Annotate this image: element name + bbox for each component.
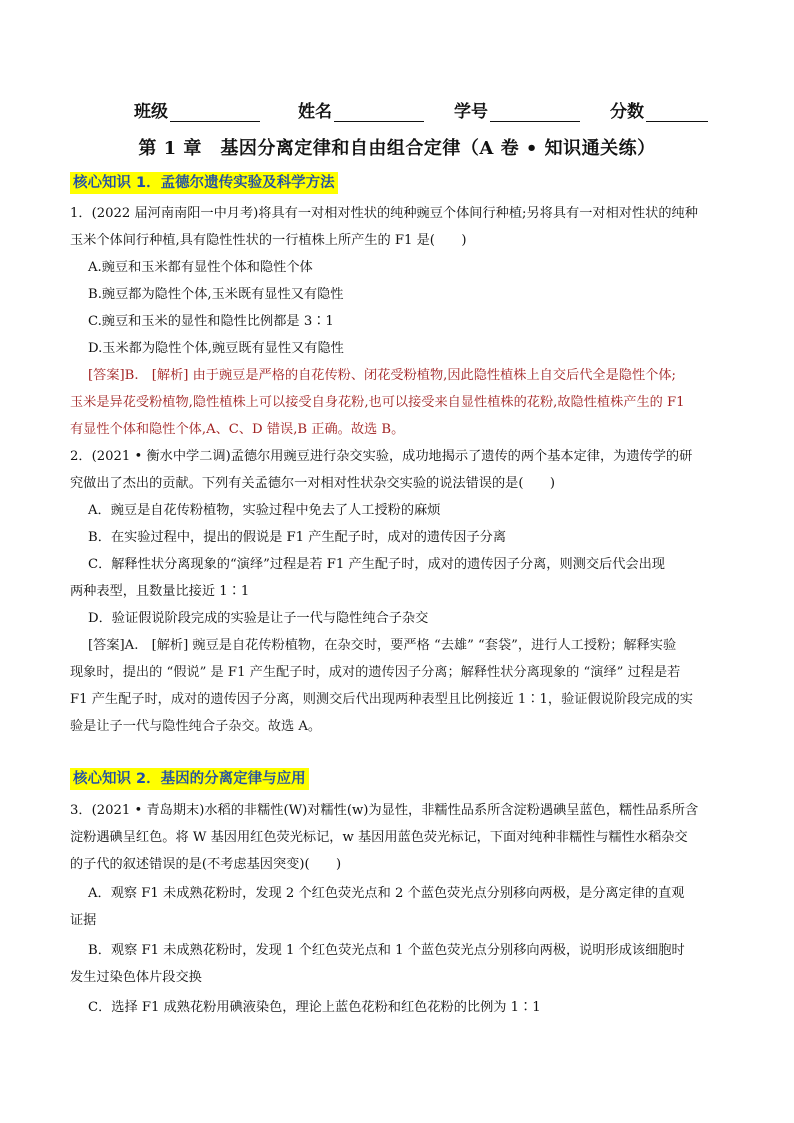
- name-label: 姓名: [298, 102, 332, 122]
- student-info-row: [134, 97, 734, 122]
- class-blank-line[interactable]: [170, 103, 260, 122]
- question-2-line-2: 究做出了杰出的贡献。下列有关孟德尔一对相对性状杂交实验的说法错误的是( ): [70, 476, 556, 491]
- id-field[interactable]: [454, 97, 580, 122]
- name-field[interactable]: [298, 97, 424, 122]
- class-label: 班级: [134, 102, 168, 122]
- section-heading-1: 核心知识 1．孟德尔遗传实验及科学方法: [70, 172, 338, 194]
- question-2-option-d: D．验证假说阶段完成的实验是让子一代与隐性纯合子杂交: [88, 611, 429, 626]
- score-field[interactable]: [610, 97, 708, 122]
- question-3-option-a: A．观察 F1 未成熟花粉时，发现 2 个红色荧光点和 2 个蓝色荧光点分别移向两极，是分离定律的直观: [88, 886, 685, 901]
- question-2-answer-line-4: 验是让子一代与隐性纯合子杂交。故选 A。: [70, 719, 322, 734]
- question-1-answer-line-3: 有显性个体和隐性个体,A、C、D 错误,B 正确。故选 B。: [70, 422, 405, 437]
- section-heading-2: 核心知识 2．基因的分离定律与应用: [70, 768, 309, 790]
- question-3-line-1: 3．(2021 • 青岛期末)水稻的非糯性(W)对糯性(w)为显性，非糯性品系所含淀粉遇碘呈蓝色，糯性品系所含: [70, 803, 699, 818]
- question-2-answer-line-1: [答案]A. [解析] 豌豆是自花传粉植物，在杂交时，要严格 “去雄” “套袋”，进行人工授粉；解释实验: [88, 638, 677, 653]
- id-label: 学号: [454, 102, 488, 122]
- question-1-line-2: 玉米个体间行种植,具有隐性性状的一行植株上所产生的 F1 是( ): [70, 233, 467, 248]
- question-2-option-a: A．豌豆是自花传粉植物，实验过程中免去了人工授粉的麻烦: [88, 503, 441, 518]
- question-1-line-1: 1．(2022 届河南南阳一中月考)将具有一对相对性状的纯种豌豆个体间行种植;另将具有一对相对性状的纯种: [70, 206, 698, 221]
- question-3-line-2: 淀粉遇碘呈红色。将 W 基因用红色荧光标记，w 基因用蓝色荧光标记，下面对纯种非糯性与糯性水稻杂交: [70, 830, 688, 845]
- question-1-answer-line-1: [答案]B. [解析] 由于豌豆是严格的自花传粉、闭花受粉植物,因此隐性植株上自交后代全是隐性个体;: [88, 368, 676, 383]
- question-1-option-a: A.豌豆和玉米都有显性个体和隐性个体: [88, 260, 313, 275]
- question-3-option-b-continued: 发生过染色体片段交换: [70, 970, 202, 985]
- question-2-option-b: B．在实验过程中，提出的假说是 F1 产生配子时，成对的遗传因子分离: [88, 530, 507, 545]
- question-2-option-c-continued: 两种表型，且数量比接近 1∶1: [70, 584, 250, 599]
- question-3-option-b: B．观察 F1 未成熟花粉时，发现 1 个红色荧光点和 1 个蓝色荧光点分别移向两极，说明形成该细胞时: [88, 943, 685, 958]
- question-1-option-c: C.豌豆和玉米的显性和隐性比例都是 3∶1: [88, 314, 334, 329]
- page-title: 第 1 章 基因分离定律和自由组合定律（A 卷 • 知识通关练）: [138, 138, 656, 159]
- question-3-line-3: 的子代的叙述错误的是(不考虑基因突变)( ): [70, 857, 342, 872]
- score-blank-line[interactable]: [646, 103, 708, 122]
- question-1-answer-line-2: 玉米是异花受粉植物,隐性植株上可以接受自身花粉,也可以接受来自显性植株的花粉,故隐性植株产生的 F1: [70, 395, 685, 410]
- question-2-line-1: 2．(2021 • 衡水中学二调)孟德尔用豌豆进行杂交实验，成功地揭示了遗传的两个基本定律，为遗传学的研: [70, 449, 693, 464]
- question-2-answer-line-3: F1 产生配子时，成对的遗传因子分离，则测交后代出现两种表型且比例接近 1∶1，验证假说阶段完成的实: [70, 692, 693, 707]
- score-label: 分数: [610, 102, 644, 122]
- name-blank-line[interactable]: [334, 103, 424, 122]
- question-3-option-a-continued: 证据: [70, 913, 97, 928]
- question-2-answer-line-2: 现象时，提出的 “假说” 是 F1 产生配子时，成对的遗传因子分离；解释性状分离现象的 “演绎” 过程是若: [70, 665, 681, 680]
- question-3-option-c: C．选择 F1 成熟花粉用碘液染色，理论上蓝色花粉和红色花粉的比例为 1∶1: [88, 1000, 541, 1015]
- id-blank-line[interactable]: [490, 103, 580, 122]
- class-field[interactable]: [134, 97, 260, 122]
- question-1-option-d: D.玉米都为隐性个体,豌豆既有显性又有隐性: [88, 341, 344, 356]
- question-2-option-c: C．解释性状分离现象的“演绎”过程是若 F1 产生配子时，成对的遗传因子分离，则测交后代会出现: [88, 557, 665, 572]
- question-1-option-b: B.豌豆都为隐性个体,玉米既有显性又有隐性: [88, 287, 344, 302]
